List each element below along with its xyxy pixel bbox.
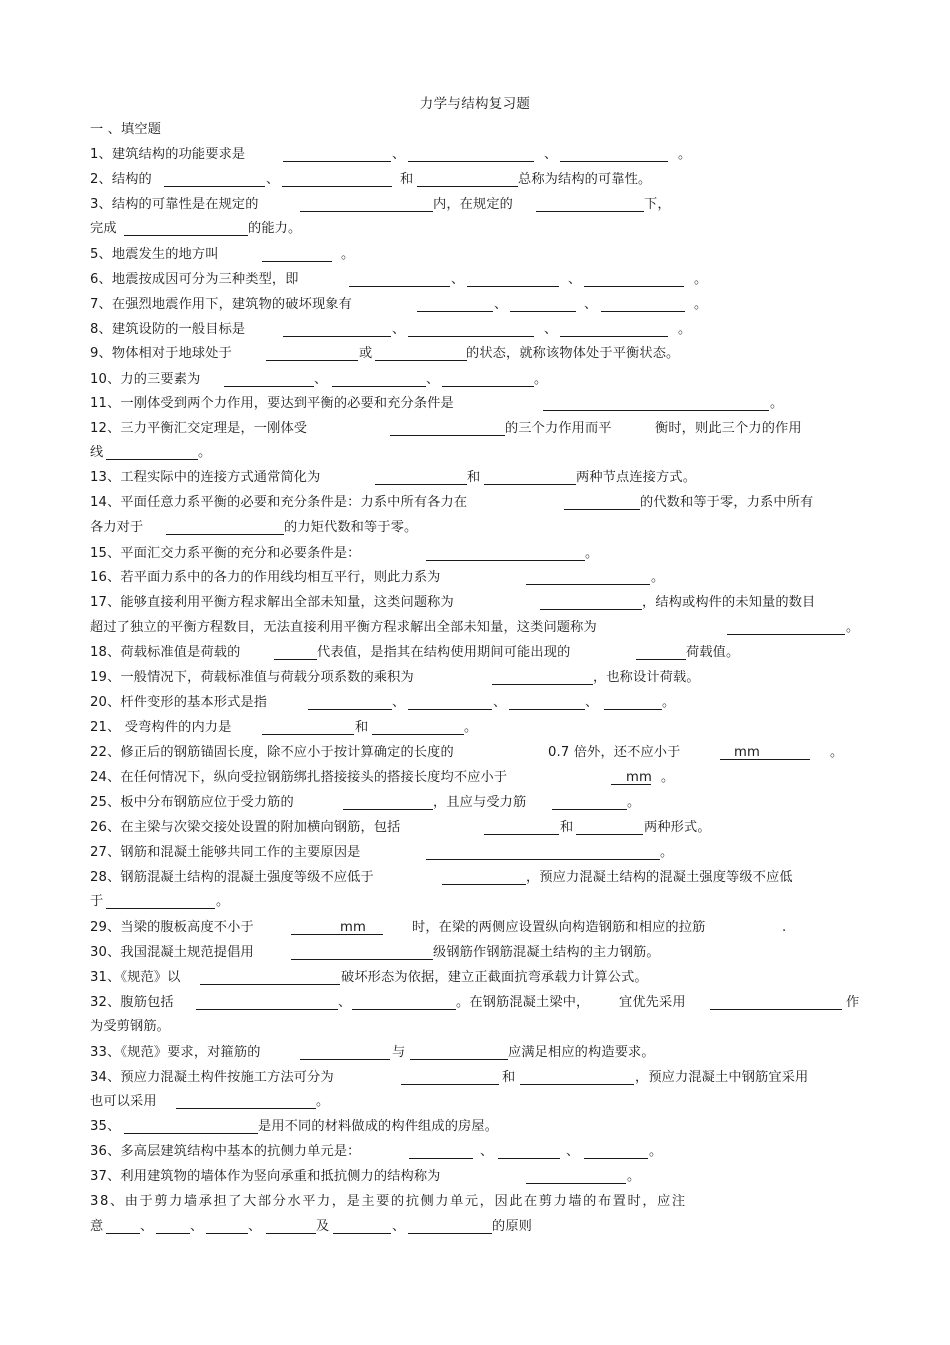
question-text: 16、若平面力系中的各力的作用线均相互平行，则此力系为 [90, 570, 441, 585]
answer-blank[interactable] [584, 1158, 648, 1159]
question-text: 的原则 [492, 1219, 533, 1234]
answer-blank[interactable] [426, 859, 660, 860]
answer-blank[interactable] [343, 809, 433, 810]
question-text: 27、钢筋和混凝土能够共同工作的主要原因是 [90, 845, 361, 860]
question-17-continued [90, 617, 870, 639]
answer-blank[interactable] [426, 560, 585, 561]
question-text: 和 [355, 720, 369, 735]
question-text: 36、多高层建筑结构中基本的抗侧力单元是： [90, 1144, 361, 1159]
question-11 [90, 393, 870, 415]
question-24 [90, 767, 870, 789]
answer-blank[interactable] [352, 1009, 456, 1010]
question-text: 17、能够直接利用平衡方程求解出全部未知量，这类问题称为 [90, 595, 454, 610]
answer-blank[interactable] [224, 386, 314, 387]
section-label: 一 、填空题 [90, 122, 162, 137]
question-30 [90, 942, 870, 964]
question-34 [90, 1067, 870, 1089]
question-text: 。 [627, 795, 641, 810]
question-text: 。 [770, 396, 784, 411]
question-text: 32、腹筋包括 [90, 995, 174, 1010]
question-text: 。 [316, 1094, 330, 1109]
answer-blank[interactable] [484, 834, 559, 835]
answer-blank[interactable] [552, 809, 627, 810]
answer-blank[interactable] [442, 884, 526, 885]
answer-blank[interactable] [492, 684, 593, 685]
question-text: 意 [90, 1219, 104, 1234]
question-32 [90, 992, 870, 1014]
question-12-continued [90, 442, 870, 464]
question-text: ，也称设计荷载。 [593, 670, 700, 685]
answer-blank[interactable] [576, 834, 643, 835]
question-text: 。 [216, 894, 230, 909]
answer-blank[interactable] [390, 435, 505, 436]
question-text: 、 [426, 372, 440, 387]
answer-blank[interactable] [164, 186, 265, 187]
question-text: 3、结构的可靠性是在规定的 [90, 197, 259, 212]
question-15 [90, 543, 870, 565]
question-text: 、 [248, 1219, 262, 1234]
question-text: 、 [338, 995, 352, 1010]
question-text: ，结构或构件的未知量的数目 [642, 595, 816, 610]
answer-blank[interactable] [727, 634, 845, 635]
question-text: 。 [198, 445, 212, 460]
question-text: 于 [90, 894, 104, 909]
question-text: 、 [392, 1219, 406, 1234]
question-text: 24、在任何情况下，纵向受拉钢筋绑扎搭接接头的搭接长度均不应小于 [90, 770, 508, 785]
answer-blank[interactable] [283, 336, 391, 337]
question-text: 、 [585, 695, 599, 710]
question-13 [90, 467, 870, 489]
question-text: 29、当梁的腹板高度不小于 [90, 920, 254, 935]
answer-blank[interactable] [375, 360, 467, 361]
question-text: 的状态，就称该物体处于平衡状态。 [466, 346, 680, 361]
answer-blank[interactable] [510, 311, 576, 312]
answer-blank[interactable] [274, 659, 317, 660]
question-text: 。 [585, 546, 599, 561]
answer-blank[interactable] [584, 286, 684, 287]
answer-blank[interactable] [408, 336, 534, 337]
question-text: 两种形式。 [644, 820, 711, 835]
answer-blank[interactable] [526, 584, 650, 585]
answer-blank[interactable] [467, 286, 559, 287]
question-text: 衡时，则此三个力的作用 [655, 421, 802, 436]
question-text: 下， [644, 197, 671, 212]
answer-blank[interactable] [636, 659, 686, 660]
answer-blank[interactable] [417, 311, 493, 312]
question-22 [90, 742, 870, 764]
answer-blank[interactable] [176, 1108, 316, 1109]
question-text: 。 [830, 745, 844, 760]
answer-blank[interactable] [372, 734, 464, 735]
answer-blank[interactable] [262, 261, 332, 262]
question-text: 38、由于剪力墙承担了大部分水平力，是主要的抗侧力单元，因此在剪力墙的布置时，应注 [90, 1194, 687, 1209]
answer-blank[interactable] [560, 336, 668, 337]
question-text: 破坏形态为依据，建立正截面抗弯承载力计算公式。 [341, 970, 648, 985]
question-text: 13、工程实际中的连接方式通常简化为 [90, 470, 321, 485]
question-text: 。 [694, 272, 708, 287]
answer-blank[interactable] [375, 484, 467, 485]
question-text: 18、荷载标准值是荷载的 [90, 645, 241, 660]
question-26 [90, 817, 870, 839]
answer-blank[interactable] [484, 484, 576, 485]
question-text: 7、在强烈地震作用下，建筑物的破坏现象有 [90, 297, 352, 312]
answer-blank[interactable] [106, 1233, 140, 1234]
question-text: 20、杆件变形的基本形式是指 [90, 695, 268, 710]
page-title: 力学与结构复习题 [419, 96, 531, 112]
question-21 [90, 717, 870, 739]
question-text: 25、板中分布钢筋应位于受力筋的 [90, 795, 294, 810]
answer-blank[interactable] [710, 1009, 842, 1010]
question-text: 各力对于 [90, 520, 144, 535]
question-text: 9、物体相对于地球处于 [90, 346, 232, 361]
question-18 [90, 642, 870, 664]
question-text: 19、一般情况下，荷载标准值与荷载分项系数的乘积为 [90, 670, 414, 685]
answer-blank[interactable] [526, 1183, 626, 1184]
question-text: 作 [846, 995, 860, 1010]
question-32-continued [90, 1016, 870, 1038]
question-text: 。 [651, 570, 665, 585]
question-text: 与 [392, 1045, 406, 1060]
question-text: 为受剪钢筋。 [90, 1019, 171, 1034]
answer-blank[interactable] [156, 1233, 190, 1234]
question-17 [90, 592, 870, 614]
answer-blank[interactable] [124, 1133, 258, 1134]
question-9 [90, 343, 870, 365]
answer-blank[interactable] [560, 161, 668, 162]
question-text: 。 [341, 247, 355, 262]
question-text: 、 [544, 322, 558, 337]
question-text: ，预应力混凝土中钢筋宜采用 [635, 1070, 809, 1085]
answer-blank[interactable] [333, 1233, 391, 1234]
question-text: 时，在梁的两侧应设置纵向构造钢筋和相应的拉筋 [412, 920, 706, 935]
question-text: 、 [392, 695, 406, 710]
question-12 [90, 418, 870, 440]
question-34-continued [90, 1091, 870, 1113]
question-text: 代表值，是指其在结构使用期间可能出现的 [317, 645, 571, 660]
question-text: 的代数和等于零，力系中所有 [640, 495, 814, 510]
question-text: 、 [494, 297, 508, 312]
question-text: 。 [661, 770, 675, 785]
question-text: 21、 受弯构件的内力是 [90, 720, 232, 735]
question-text: 。 [464, 720, 478, 735]
question-text: 14、平面任意力系平衡的必要和充分条件是：力系中所有各力在 [90, 495, 468, 510]
answer-blank[interactable] [106, 459, 198, 460]
question-35 [90, 1116, 870, 1138]
answer-blank[interactable] [442, 386, 534, 387]
unit-label: mm [626, 770, 652, 785]
question-7 [90, 294, 870, 316]
answer-blank[interactable] [196, 1009, 338, 1010]
question-38-continued [90, 1216, 870, 1238]
question-text: 、 [451, 272, 465, 287]
question-27 [90, 842, 870, 864]
question-37 [90, 1166, 870, 1188]
answer-blank[interactable] [601, 311, 685, 312]
question-28 [90, 867, 870, 889]
question-text: 10、力的三要素为 [90, 372, 201, 387]
answer-blank[interactable] [332, 386, 426, 387]
question-text: 应满足相应的构造要求。 [508, 1045, 655, 1060]
question-text: 、 [480, 1144, 494, 1159]
question-29 [90, 917, 870, 939]
question-text: 和 [502, 1070, 516, 1085]
question-8 [90, 319, 870, 341]
question-33 [90, 1042, 870, 1064]
question-text: 、 [568, 272, 582, 287]
answer-blank[interactable] [283, 161, 391, 162]
question-2 [90, 169, 870, 191]
answer-blank[interactable] [300, 1059, 390, 1060]
question-3 [90, 194, 870, 216]
question-text: 内，在规定的 [433, 197, 514, 212]
question-text: 2、结构的 [90, 172, 152, 187]
question-text: 35、 [90, 1119, 121, 1134]
answer-blank[interactable] [200, 984, 340, 985]
question-1 [90, 144, 870, 166]
answer-blank[interactable] [124, 235, 248, 236]
question-text: 、 [493, 695, 507, 710]
question-text: 总称为结构的可靠性。 [518, 172, 652, 187]
question-text: 和 [560, 820, 574, 835]
question-20 [90, 692, 870, 714]
question-25 [90, 792, 870, 814]
question-text: 11、一刚体受到两个力作用，要达到平衡的必要和充分条件是 [90, 396, 454, 411]
question-text: 37、利用建筑物的墙体作为竖向承重和抵抗侧力的结构称为 [90, 1169, 441, 1184]
question-19 [90, 667, 870, 689]
answer-blank[interactable] [408, 161, 534, 162]
question-5 [90, 244, 870, 266]
question-text: 、 [544, 147, 558, 162]
answer-blank[interactable] [604, 709, 662, 710]
question-text: 、 [140, 1219, 154, 1234]
answer-blank[interactable] [282, 186, 392, 187]
question-text: ，预应力混凝土结构的混凝土强度等级不应低 [526, 870, 793, 885]
question-text: 33、《规范》要求，对箍筋的 [90, 1045, 261, 1060]
question-text: . [782, 920, 787, 935]
unit-label: mm [734, 745, 760, 760]
question-text: 。在钢筋混凝土梁中， [456, 995, 590, 1010]
answer-blank[interactable] [408, 709, 492, 710]
answer-blank[interactable] [417, 186, 518, 187]
question-10 [90, 369, 870, 391]
question-text: 8、建筑设防的一般目标是 [90, 322, 246, 337]
answer-blank[interactable] [564, 509, 640, 510]
answer-blank[interactable] [291, 959, 433, 960]
answer-blank[interactable] [206, 1233, 248, 1234]
answer-blank[interactable] [349, 286, 450, 287]
question-3-continued [90, 218, 870, 240]
answer-blank[interactable] [266, 1233, 316, 1234]
question-14-continued [90, 517, 870, 539]
answer-blank[interactable] [300, 211, 433, 212]
question-28-continued [90, 891, 870, 913]
question-38 [90, 1191, 870, 1213]
question-text: 和 [467, 470, 481, 485]
question-text: 6、地震按成因可分为三种类型，即 [90, 272, 299, 287]
question-text: 。 [678, 322, 692, 337]
question-text: 。 [846, 620, 860, 635]
question-14 [90, 492, 870, 514]
question-text: 、 [584, 297, 598, 312]
question-text: 超过了独立的平衡方程数目，无法直接利用平衡方程求解出全部未知量，这类问题称为 [90, 620, 597, 635]
question-31 [90, 967, 870, 989]
question-text: 34、预应力混凝土构件按施工方法可分为 [90, 1070, 334, 1085]
question-text: 两种节点连接方式。 [576, 470, 697, 485]
section-heading [90, 119, 161, 141]
question-text: 或 [359, 346, 373, 361]
question-text: 及 [316, 1219, 330, 1234]
question-text: 完成 [90, 221, 117, 236]
question-text: 也可以采用 [90, 1094, 157, 1109]
question-16 [90, 567, 870, 589]
question-text: 、 [392, 147, 406, 162]
answer-blank[interactable] [308, 709, 392, 710]
question-text: 。 [534, 372, 548, 387]
question-text: 26、在主梁与次梁交接处设置的附加横向钢筋，包括 [90, 820, 401, 835]
question-text: 15、平面汇交力系平衡的充分和必要条件是： [90, 546, 361, 561]
question-text: 12、三力平衡汇交定理是，一刚体受 [90, 421, 308, 436]
question-text: 。 [660, 845, 674, 860]
question-text: 的力矩代数和等于零。 [284, 520, 418, 535]
question-text: 。 [694, 297, 708, 312]
question-text: 。 [649, 1144, 663, 1159]
question-text: 级钢筋作钢筋混凝土结构的主力钢筋。 [433, 945, 660, 960]
question-36 [90, 1141, 870, 1163]
answer-blank[interactable] [166, 534, 284, 535]
answer-blank[interactable] [266, 360, 358, 361]
question-text: 。 [678, 147, 692, 162]
question-text: 荷载值。 [686, 645, 740, 660]
question-text: 30、我国混凝土规范提倡用 [90, 945, 254, 960]
answer-blank[interactable] [540, 609, 642, 610]
question-text: 线 [90, 445, 104, 460]
question-text: 、 [266, 172, 280, 187]
answer-blank[interactable] [410, 1059, 508, 1060]
question-text: 、 [392, 322, 406, 337]
answer-blank[interactable] [401, 1084, 499, 1085]
question-text: 、 [314, 372, 328, 387]
question-text: 、 [190, 1219, 204, 1234]
question-text: 。 [662, 695, 676, 710]
question-text: 和 [400, 172, 414, 187]
question-text: 22、修正后的钢筋锚固长度，除不应小于按计算确定的长度的 [90, 745, 454, 760]
unit-label: mm [340, 920, 366, 935]
answer-blank[interactable] [498, 1158, 560, 1159]
answer-blank[interactable] [543, 410, 769, 411]
answer-blank[interactable] [520, 1084, 634, 1085]
question-text: 、 [566, 1144, 580, 1159]
question-text: 是用不同的材料做成的构件组成的房屋。 [258, 1119, 499, 1134]
question-6 [90, 269, 870, 291]
answer-blank[interactable] [509, 709, 585, 710]
question-text: 31、《规范》以 [90, 970, 181, 985]
answer-blank[interactable] [408, 1233, 492, 1234]
question-text: 1、建筑结构的功能要求是 [90, 147, 246, 162]
question-text: 。 [627, 1169, 641, 1184]
question-text: ，且应与受力筋 [433, 795, 527, 810]
answer-blank[interactable] [409, 1158, 473, 1159]
question-text: 宜优先采用 [619, 995, 686, 1010]
question-text: 5、地震发生的地方叫 [90, 247, 219, 262]
question-text: 的能力。 [248, 221, 302, 236]
question-text: 28、钢筋混凝土结构的混凝土强度等级不应低于 [90, 870, 374, 885]
answer-blank[interactable] [262, 734, 354, 735]
answer-blank[interactable] [106, 908, 215, 909]
question-text: 0.7 倍外，还不应小于 [548, 745, 681, 760]
answer-blank[interactable] [536, 211, 644, 212]
answer-blank[interactable] [291, 934, 383, 935]
question-text: 的三个力作用而平 [505, 421, 612, 436]
